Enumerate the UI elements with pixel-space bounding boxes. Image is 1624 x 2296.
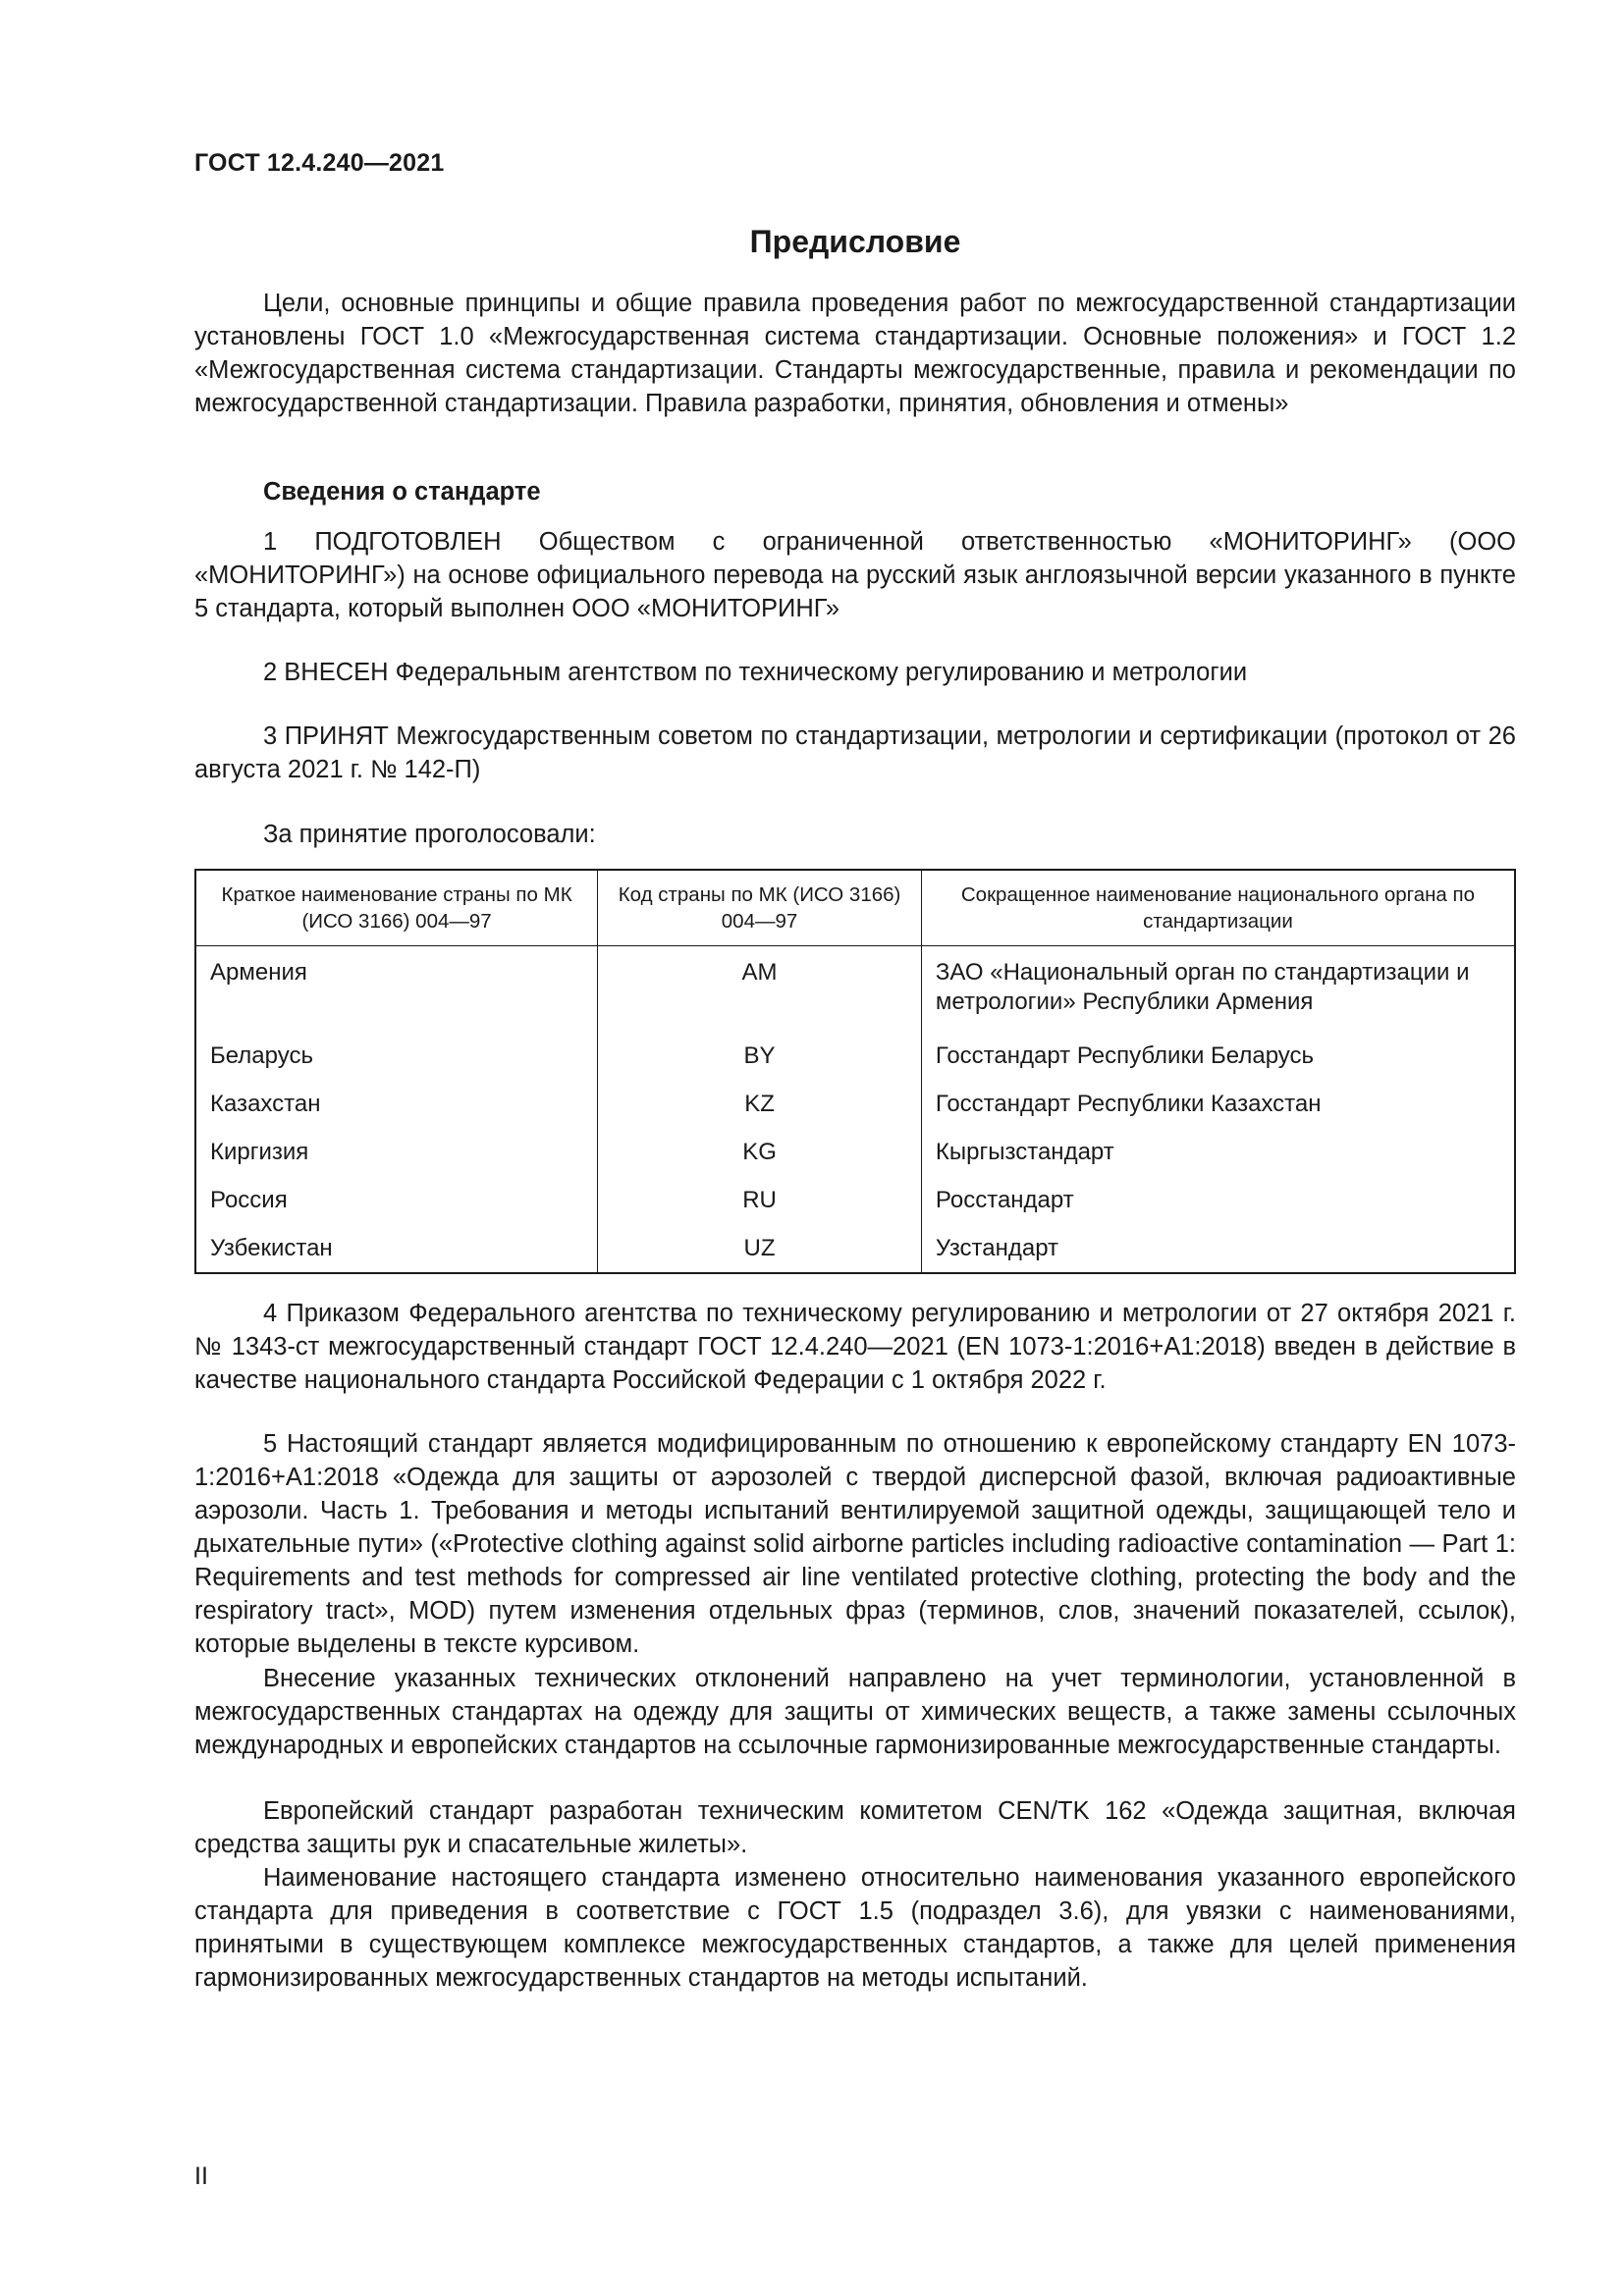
name-change-paragraph: Наименование настоящего стандарта изменено относительно наименования указанного европейского стандарта для приведения в соответствие с ГОСТ 1.5 (подраздел 3.6), для увязки с наименованиями, принятыми в существующем комплексе межгосударственных стандартов, а также для целей применения гармонизированных межгосударственных стандартов на методы испытаний.	[194, 1864, 1516, 1992]
item-2-paragraph: 2 ВНЕСЕН Федеральным агентством по техническому регулированию и метрологии	[263, 659, 1248, 686]
item-1-paragraph: 1 ПОДГОТОВЛЕН Обществом с ограниченной ответственностью «МОНИТОРИНГ» (ООО «МОНИТОРИНГ») на основе официального перевода на русский язык англоязычной версии указанного в пункте 5 стандарта, который выполнен ООО «МОНИТОРИНГ»	[194, 528, 1516, 622]
item-5-paragraph: 5 Настоящий стандарт является модифицированным по отношению к европейскому стандарту EN 1073-1:2016+A1:2018 «Одежда для защиты от аэрозолей с твердой дисперсной фазой, включая радиоактивные аэрозоли. Часть 1. Требования и методы испытаний вентилируемой защитной одежды, защищающей тело и дыхательные пути» («Protective clothing against solid airborne particles including radioactive contamination — Part 1: Requirements and test methods for compressed air line ventilated protective clothing, protecting the body and the respiratory tract», MOD) путем изменения отдельных фраз (терминов, слов, значений показателей, ссылок), которые выделены в тексте курсивом.	[194, 1430, 1516, 1658]
deviations-paragraph: Внесение указанных технических отклонений направлено на учет терминологии, установленной в межгосударственных стандартах на одежду для защиты от химических веществ, а также замены ссылочных международных и европейских стандартов на ссылочные гармонизированные межгосударственные стандарты.	[194, 1665, 1516, 1759]
country-cell: Узбекистан	[195, 1225, 598, 1273]
body-cell: Госстандарт Республики Беларусь	[935, 1042, 1314, 1069]
code-cell: KG	[598, 1129, 922, 1177]
body-cell: Узстандарт	[935, 1235, 1059, 1261]
voting-table	[194, 869, 1516, 1274]
item-4-paragraph: 4 Приказом Федерального агентства по техническому регулированию и метрологии от 27 октября 2021 г. № 1343-ст межгосударственный стандарт ГОСТ 12.4.240—2021 (EN 1073-1:2016+A1:2018) введен в действие в качестве национального стандарта Российской Федерации с 1 октября 2022 г.	[194, 1300, 1516, 1394]
body-cell: Росстандарт	[935, 1187, 1074, 1213]
voted-label: За принятие проголосовали:	[263, 821, 596, 848]
table-row	[195, 1177, 1515, 1225]
page-number: II	[194, 2163, 208, 2190]
country-cell: Киргизия	[195, 1129, 598, 1177]
section-heading: Сведения о стандарте	[263, 478, 541, 506]
body-cell: Госстандарт Республики Казахстан	[935, 1091, 1322, 1117]
committee-paragraph: Европейский стандарт разработан техническим комитетом CEN/TK 162 «Одежда защитная, включая средства защиты рук и спасательные жилеты».	[194, 1797, 1516, 1858]
country-cell: Армения	[195, 946, 598, 1034]
table-row	[195, 946, 1515, 1034]
item-3-paragraph: 3 ПРИНЯТ Межгосударственным советом по стандартизации, метрологии и сертификации (протокол от 26 августа 2021 г. № 142-П)	[194, 722, 1516, 783]
body-cell: Кыргызстандарт	[935, 1139, 1114, 1165]
code-cell: AM	[598, 946, 922, 1034]
standard-id-header: ГОСТ 12.4.240—2021	[194, 149, 445, 177]
country-cell: Казахстан	[195, 1081, 598, 1129]
code-cell: RU	[598, 1177, 922, 1225]
table-row	[195, 1129, 1515, 1177]
code-cell: KZ	[598, 1081, 922, 1129]
table-header-row	[195, 870, 1515, 946]
table-header-country: Краткое наименование страны по МК (ИСО 3166) 004—97	[195, 870, 598, 946]
country-cell: Беларусь	[195, 1033, 598, 1081]
page-title: Предисловие	[749, 224, 961, 259]
country-cell: Россия	[195, 1177, 598, 1225]
intro-paragraph: Цели, основные принципы и общие правила проведения работ по межгосударственной стандартизации установлены ГОСТ 1.0 «Межгосударственная система стандартизации. Основные положения» и ГОСТ 1.2 «Межгосударственная система стандартизации. Стандарты межгосударственные, правила и рекомендации по межгосударственной стандартизации. Правила разработки, принятия, обновления и отмены»	[194, 290, 1516, 417]
table-row	[195, 1225, 1515, 1273]
body-cell: ЗАО «Национальный орган по стандартизации и метрологии» Республики Армения	[935, 959, 1470, 1015]
code-cell: BY	[598, 1033, 922, 1081]
table-header-code: Код страны по МК (ИСО 3166) 004—97	[598, 870, 922, 946]
table-header-body: Сокращенное наименование национального органа по стандартизации	[921, 870, 1515, 946]
code-cell: UZ	[598, 1225, 922, 1273]
table-row	[195, 1081, 1515, 1129]
table-row	[195, 1033, 1515, 1081]
